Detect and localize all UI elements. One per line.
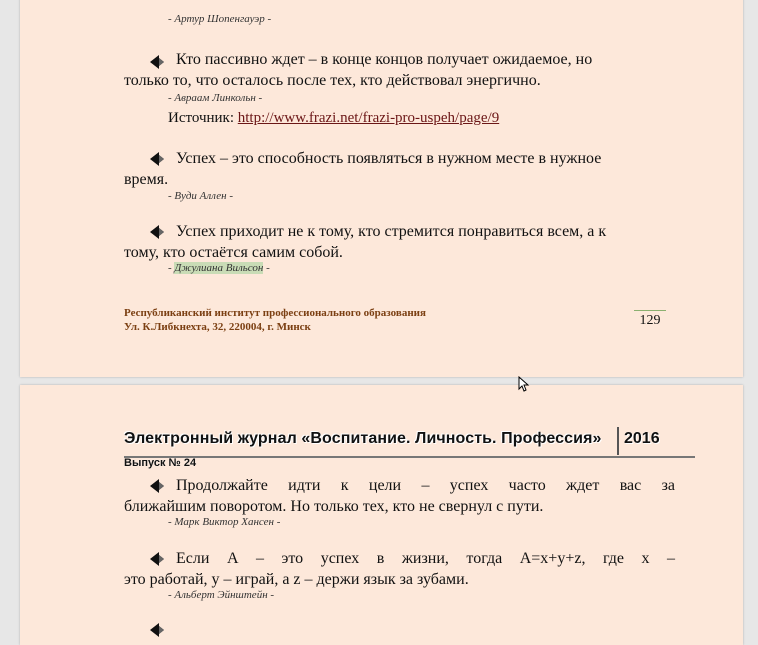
quote-line: Если А – это успех в жизни, тогда A=x+y+z, где x –	[176, 550, 675, 567]
footer-institution: Республиканский институт профессионального образования	[124, 307, 426, 319]
quote-author: - Вуди Аллен -	[168, 190, 233, 202]
quote-line: Успех – это способность появляться в нужном месте в нужное	[176, 150, 602, 167]
header-divider	[617, 427, 619, 455]
quote-author: - Артур Шопенгауэр -	[168, 13, 272, 25]
quote-line: это работай, y – играй, а z – держи язык за зубами.	[124, 571, 469, 588]
quote-text	[124, 548, 675, 590]
quote-author	[168, 262, 270, 274]
page-number: 129	[634, 310, 666, 329]
mouse-cursor-icon	[518, 376, 530, 392]
footer-address: Ул. К.Либкнехта, 32, 220004, г. Минск	[124, 321, 311, 333]
quote-text	[124, 221, 675, 263]
issue-number: Выпуск № 24	[124, 457, 197, 469]
header-rule	[124, 456, 695, 458]
source-link[interactable]: http://www.frazi.net/frazi-pro-uspeh/page/9	[237, 110, 500, 126]
quote-author: - Альберт Эйнштейн -	[168, 589, 275, 601]
document-page	[20, 0, 743, 377]
quote-line: время.	[124, 171, 169, 188]
journal-title: Электронный журнал «Воспитание. Личность. Профессия»	[124, 430, 602, 447]
quote-line: Продолжайте идти к цели – успех часто ждет вас за	[176, 477, 675, 494]
quote-line: тому, кто остаётся самим собой.	[124, 244, 343, 261]
diamond-bullet-icon	[150, 623, 168, 637]
quote-text	[124, 49, 675, 91]
author-prefix: -	[168, 262, 175, 274]
source-line	[168, 110, 499, 127]
document-page	[20, 385, 743, 645]
quote-line: Успех приходит не к тому, кто стремится понравиться всем, а к	[176, 223, 607, 240]
author-suffix: -	[263, 262, 270, 274]
quote-text	[124, 475, 675, 517]
quote-line: ближайшим поворотом. Но только тех, кто не свернул с пути.	[124, 498, 544, 515]
quote-line: только то, что осталось после тех, кто действовал энергично.	[124, 72, 541, 89]
source-label: Источник:	[168, 110, 235, 126]
quote-text	[124, 148, 675, 190]
journal-year: 2016	[624, 430, 660, 447]
quote-author: - Марк Виктор Хансен -	[168, 516, 281, 528]
highlighted-author-name: Джулиана Вильсон	[174, 262, 264, 274]
page-footer	[124, 306, 426, 334]
quote-line: Кто пассивно ждет – в конце концов получает ожидаемое, но	[176, 51, 593, 68]
quote-author: - Авраам Линкольн -	[168, 92, 263, 104]
